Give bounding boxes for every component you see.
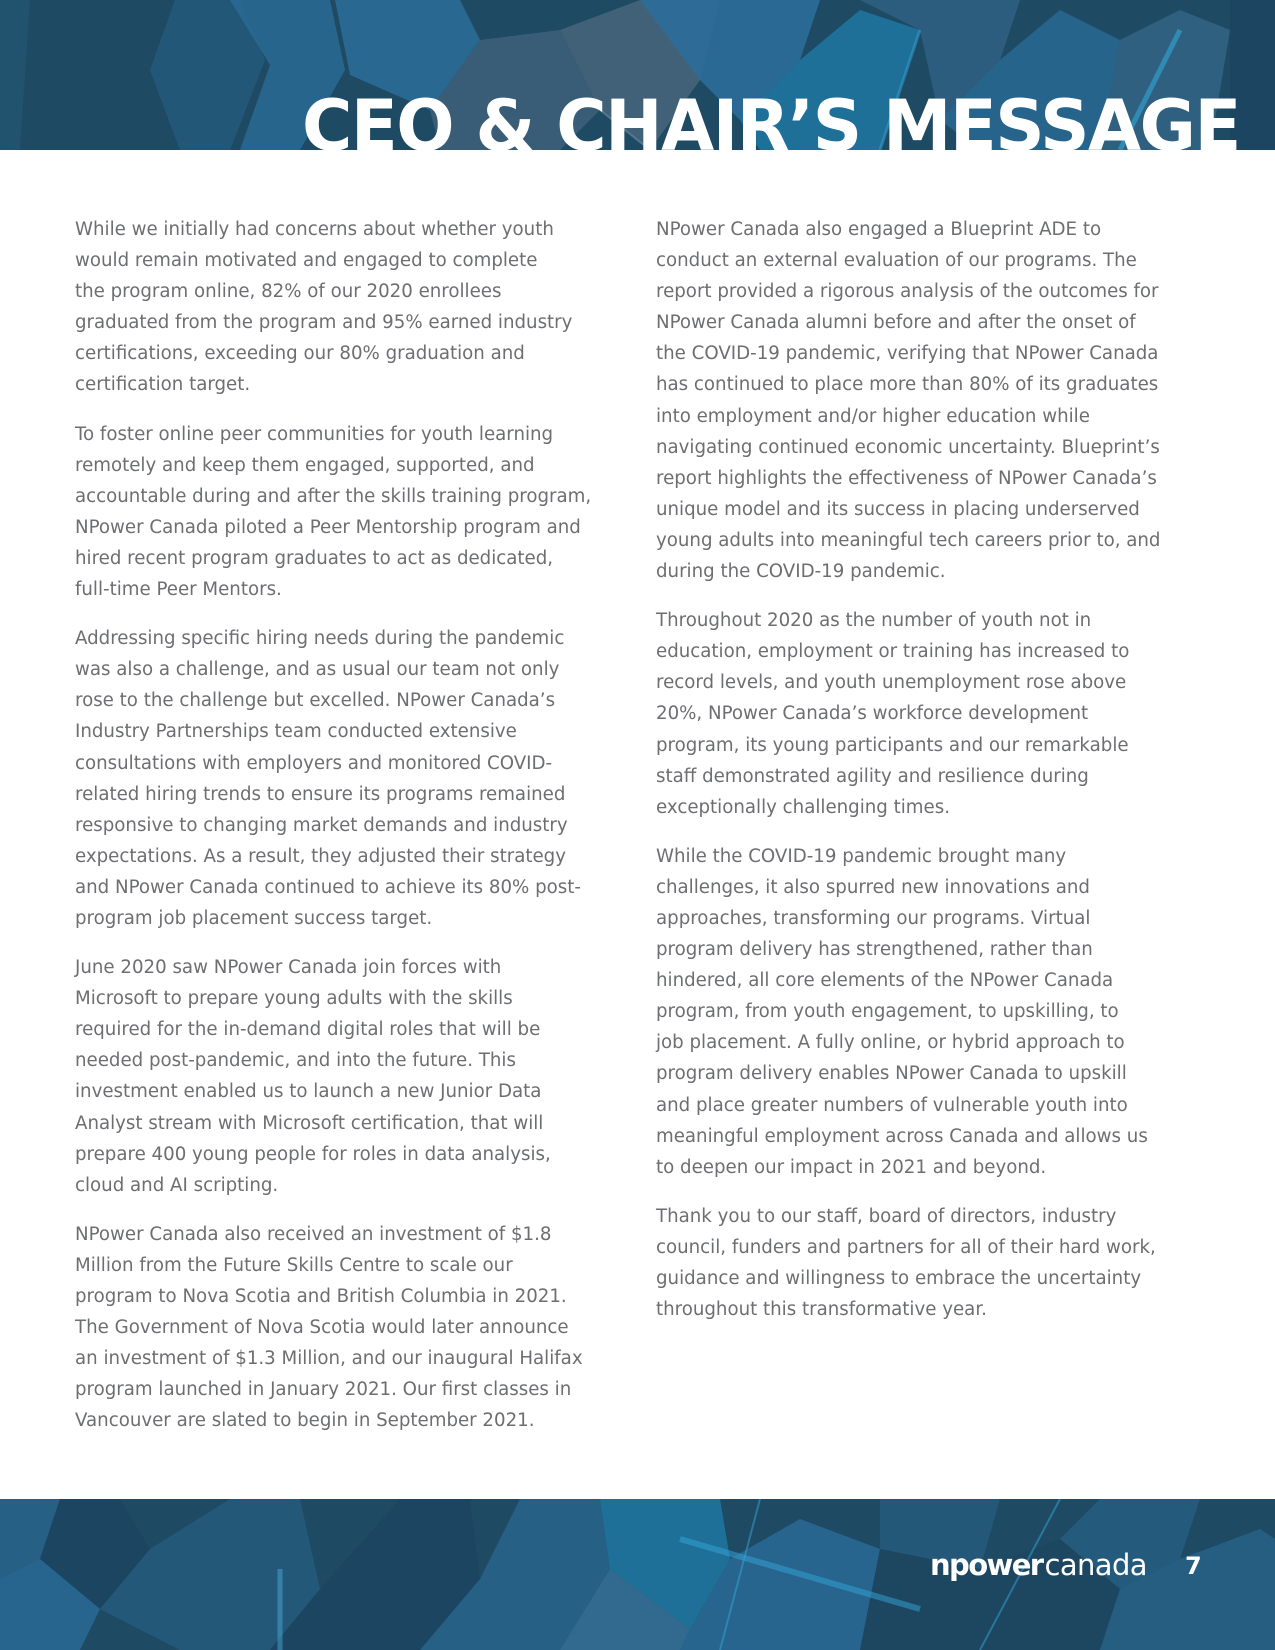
text-line: was also a challenge, and as usual our team not only bbox=[75, 659, 560, 681]
text-line: staff demonstrated agility and resilience during bbox=[656, 765, 1089, 787]
text-line: throughout this transformative year. bbox=[656, 1299, 987, 1321]
text-line: To foster online peer communities for youth learning bbox=[75, 423, 554, 445]
text-line: program delivery has strengthened, rather than bbox=[656, 939, 1093, 961]
text-line: hired recent program graduates to act as dedicated, bbox=[75, 547, 554, 569]
text-line: unique model and its success in placing underserved bbox=[656, 498, 1140, 520]
text-line: has continued to place more than 80% of its graduates bbox=[656, 374, 1159, 396]
text-line: Throughout 2020 as the number of youth not in bbox=[656, 610, 1092, 632]
text-line: exceptionally challenging times. bbox=[656, 796, 950, 818]
text-line: into employment and/or higher education while bbox=[656, 405, 1090, 427]
text-line: to deepen our impact in 2021 and beyond. bbox=[656, 1156, 1047, 1178]
text-line: and place greater numbers of vulnerable youth into bbox=[656, 1094, 1128, 1116]
text-line: investment enabled us to launch a new Junior Data bbox=[75, 1081, 542, 1103]
text-line: conduct an external evaluation of our programs. The bbox=[656, 250, 1137, 272]
paragraph-thank-you bbox=[656, 1201, 1216, 1325]
text-line: 20%, NPower Canada’s workforce development bbox=[656, 703, 1089, 725]
text-line: record levels, and youth unemployment rose above bbox=[656, 672, 1127, 694]
text-line: NPower Canada also engaged a Blueprint ADE to bbox=[656, 219, 1102, 240]
text-line: NPower Canada also received an investment of $1.8 bbox=[75, 1223, 552, 1245]
text-line: required for the in-demand digital roles that will be bbox=[75, 1019, 541, 1041]
text-line: Addressing specific hiring needs during the pandemic bbox=[75, 628, 565, 650]
text-line: Analyst stream with Microsoft certification, that will bbox=[75, 1112, 544, 1134]
footer-banner bbox=[0, 1499, 1275, 1650]
paragraph-expansion-investment bbox=[75, 1219, 630, 1437]
text-line: consultations with employers and monitored COVID- bbox=[75, 752, 553, 774]
paragraph-program-completion bbox=[75, 214, 630, 401]
paragraph-blueprint-evaluation bbox=[656, 214, 1216, 587]
text-line: While we initially had concerns about whether youth bbox=[75, 219, 554, 240]
text-line: report provided a rigorous analysis of the outcomes for bbox=[656, 281, 1159, 303]
paragraph-hiring-needs bbox=[75, 623, 630, 934]
text-line: NPower Canada alumni before and after the onset of bbox=[656, 312, 1136, 334]
text-line: program launched in January 2021. Our first classes in bbox=[75, 1379, 572, 1401]
text-line: the program online, 82% of our 2020 enrollees bbox=[75, 281, 502, 303]
text-line: navigating continued economic uncertainty. Blueprint’s bbox=[656, 436, 1160, 458]
paragraph-microsoft-partnership bbox=[75, 952, 630, 1201]
text-line: rose to the challenge but excelled. NPower Canada’s bbox=[75, 690, 556, 712]
paragraph-peer-mentorship bbox=[75, 419, 630, 606]
text-line: the COVID-19 pandemic, verifying that NPower Canada bbox=[656, 343, 1159, 365]
header-banner bbox=[0, 0, 1275, 150]
text-line: Thank you to our staff, board of directors, industry bbox=[656, 1205, 1117, 1227]
text-line: accountable during and after the skills training program, bbox=[75, 485, 592, 507]
text-line: Vancouver are slated to begin in September 2021. bbox=[75, 1410, 535, 1432]
text-line: program delivery enables NPower Canada to upskill bbox=[656, 1063, 1127, 1085]
text-line: and NPower Canada continued to achieve its 80% post- bbox=[75, 876, 581, 898]
text-line: needed post-pandemic, and into the future. This bbox=[75, 1050, 516, 1072]
text-line: remotely and keep them engaged, supported, and bbox=[75, 454, 535, 476]
text-line: prepare 400 young people for roles in data analysis, bbox=[75, 1143, 551, 1165]
text-line: cloud and AI scripting. bbox=[75, 1174, 279, 1196]
text-line: NPower Canada piloted a Peer Mentorship program and bbox=[75, 516, 581, 538]
text-line: an investment of $1.3 Million, and our inaugural Halifax bbox=[75, 1348, 583, 1370]
right-column bbox=[656, 214, 1216, 1343]
text-line: Industry Partnerships team conducted extensive bbox=[75, 721, 517, 743]
text-line: program, from youth engagement, to upskilling, to bbox=[656, 1001, 1119, 1023]
text-line: approaches, transforming our programs. Virtual bbox=[656, 907, 1091, 929]
text-line: challenges, it also spurred new innovations and bbox=[656, 876, 1090, 898]
text-line: responsive to changing market demands and industry bbox=[75, 814, 568, 836]
text-line: young adults into meaningful tech careers prior to, and bbox=[656, 529, 1161, 551]
text-line: program job placement success target. bbox=[75, 907, 433, 929]
text-line: education, employment or training has increased to bbox=[656, 641, 1130, 663]
npower-canada-logo bbox=[930, 1548, 1147, 1582]
text-line: certification target. bbox=[75, 374, 251, 396]
text-line: meaningful employment across Canada and allows us bbox=[656, 1125, 1148, 1147]
logo-canada-text: canada bbox=[1044, 1548, 1147, 1582]
text-line: program to Nova Scotia and British Columbia in 2021. bbox=[75, 1286, 567, 1307]
text-line: would remain motivated and engaged to complete bbox=[75, 250, 538, 272]
text-line: program, its young participants and our remarkable bbox=[656, 734, 1129, 756]
paragraph-innovations bbox=[656, 841, 1216, 1183]
text-line: during the COVID-19 pandemic. bbox=[656, 561, 946, 583]
logo-npower-text: npower bbox=[930, 1548, 1043, 1582]
text-line: The Government of Nova Scotia would later announce bbox=[75, 1317, 569, 1339]
text-line: report highlights the effectiveness of NPower Canada’s bbox=[656, 467, 1157, 489]
text-line: guidance and willingness to embrace the uncertainty bbox=[656, 1268, 1142, 1289]
page-number: 7 bbox=[1185, 1552, 1202, 1580]
text-line: June 2020 saw NPower Canada join forces with bbox=[75, 957, 502, 979]
text-line: council, funders and partners for all of their hard work, bbox=[656, 1236, 1156, 1258]
text-line: Microsoft to prepare young adults with the skills bbox=[75, 988, 513, 1010]
text-line: full-time Peer Mentors. bbox=[75, 579, 282, 601]
paragraph-youth-unemployment bbox=[656, 605, 1216, 823]
text-line: job placement. A fully online, or hybrid approach to bbox=[656, 1032, 1125, 1054]
text-line: While the COVID-19 pandemic brought many bbox=[656, 845, 1067, 867]
text-line: graduated from the program and 95% earned industry bbox=[75, 312, 573, 334]
page-title: CEO & CHAIR’S MESSAGE bbox=[302, 85, 1240, 150]
text-line: hindered, all core elements of the NPower Canada bbox=[656, 970, 1114, 992]
text-line: Million from the Future Skills Centre to scale our bbox=[75, 1254, 513, 1276]
text-line: expectations. As a result, they adjusted their strategy bbox=[75, 845, 566, 867]
text-line: certifications, exceeding our 80% graduation and bbox=[75, 343, 525, 365]
text-line: related hiring trends to ensure its programs remained bbox=[75, 783, 566, 805]
left-column bbox=[75, 214, 630, 1454]
